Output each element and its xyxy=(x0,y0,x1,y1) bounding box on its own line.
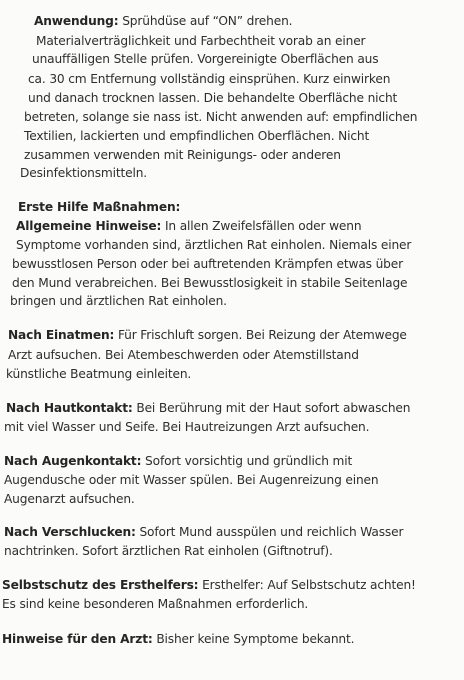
arzt-line-1 xyxy=(2,631,354,647)
anwendung-line-4: ca. 30 cm Entfernung vollständig einsprühen. Kurz einwirken xyxy=(28,72,391,86)
verschlucken-line-2: nachtrinken. Sofort ärztlichen Rat einholen (Giftnotruf). xyxy=(4,544,333,558)
allgemein-line-1 xyxy=(16,218,361,234)
anwendung-label: Anwendung: xyxy=(34,14,119,28)
einatmen-label: Nach Einatmen: xyxy=(8,328,115,342)
allgemein-label: Allgemeine Hinweise: xyxy=(16,219,162,233)
anwendung-line-6: betreten, solange sie nass ist. Nicht anwenden auf: empfindlichen xyxy=(24,110,418,124)
augenkontakt-line-3: Augenarzt aufsuchen. xyxy=(4,492,135,506)
verschlucken-line-1 xyxy=(4,524,403,540)
allgemein-text: In allen Zweifelsfällen oder wenn xyxy=(161,219,362,233)
anwendung-line-7: Textilien, lackierten und empfindlichen Oberflächen. Nicht xyxy=(24,129,370,143)
augenkontakt-line-1 xyxy=(4,453,352,469)
allgemein-line-5: bringen und ärztlichen Rat einholen. xyxy=(10,294,227,308)
einatmen-line-1 xyxy=(8,327,407,343)
selbstschutz-line-1 xyxy=(2,577,416,593)
verschlucken-text: Sofort Mund ausspülen und reichlich Wasser xyxy=(135,525,404,539)
anwendung-text: Sprühdüse auf “ON” drehen. xyxy=(118,14,293,28)
augenkontakt-line-2: Augendusche oder mit Wasser spülen. Bei Augenreizung einen xyxy=(4,473,379,487)
augenkontakt-label: Nach Augenkontakt: xyxy=(4,454,142,468)
anwendung-line-3: unauffälligen Stelle prüfen. Vorgereinigte Oberflächen aus xyxy=(32,52,379,66)
selbstschutz-text: Ersthelfer: Auf Selbstschutz achten! xyxy=(198,578,416,592)
anwendung-line-8: zusammen verwenden mit Reinigungs- oder anderen xyxy=(24,148,341,162)
allgemein-line-2: Symptome vorhanden sind, ärztlichen Rat einholen. Niemals einer xyxy=(16,238,412,252)
anwendung-line-9: Desinfektionsmitteln. xyxy=(20,166,148,180)
hautkontakt-line-2: mit viel Wasser und Seife. Bei Hautreizungen Arzt aufsuchen. xyxy=(4,420,370,434)
selbstschutz-label: Selbstschutz des Ersthelfers: xyxy=(2,578,199,592)
verschlucken-label: Nach Verschlucken: xyxy=(4,525,136,539)
einatmen-line-2: Arzt aufsuchen. Bei Atembeschwerden oder Atemstillstand xyxy=(8,348,359,362)
einatmen-line-3: künstliche Beatmung einleiten. xyxy=(6,367,192,381)
erste-hilfe-heading: Erste Hilfe Maßnahmen: xyxy=(18,200,181,214)
arzt-label: Hinweise für den Arzt: xyxy=(2,632,153,646)
selbstschutz-line-2: Es sind keine besonderen Maßnahmen erforderlich. xyxy=(2,597,309,611)
anwendung-line-5: und danach trocknen lassen. Die behandelte Oberfläche nicht xyxy=(28,91,398,105)
allgemein-line-3: bewusstlosen Person oder bei auftretenden Krämpfen etwas über xyxy=(12,257,403,271)
arzt-text: Bisher keine Symptome bekannt. xyxy=(152,632,355,646)
augenkontakt-text: Sofort vorsichtig und gründlich mit xyxy=(141,454,353,468)
anwendung-line-2: Materialverträglichkeit und Farbechtheit vorab an einer xyxy=(36,34,366,48)
hautkontakt-text: Bei Berührung mit der Haut sofort abwaschen xyxy=(132,401,411,415)
hautkontakt-label: Nach Hautkontakt: xyxy=(6,401,133,415)
einatmen-text: Für Frischluft sorgen. Bei Reizung der Atemwege xyxy=(114,328,407,342)
hautkontakt-line-1 xyxy=(6,400,410,416)
anwendung-line-1 xyxy=(34,13,292,29)
allgemein-line-4: den Mund verabreichen. Bei Bewusstlosigkeit in stabile Seitenlage xyxy=(12,276,408,290)
